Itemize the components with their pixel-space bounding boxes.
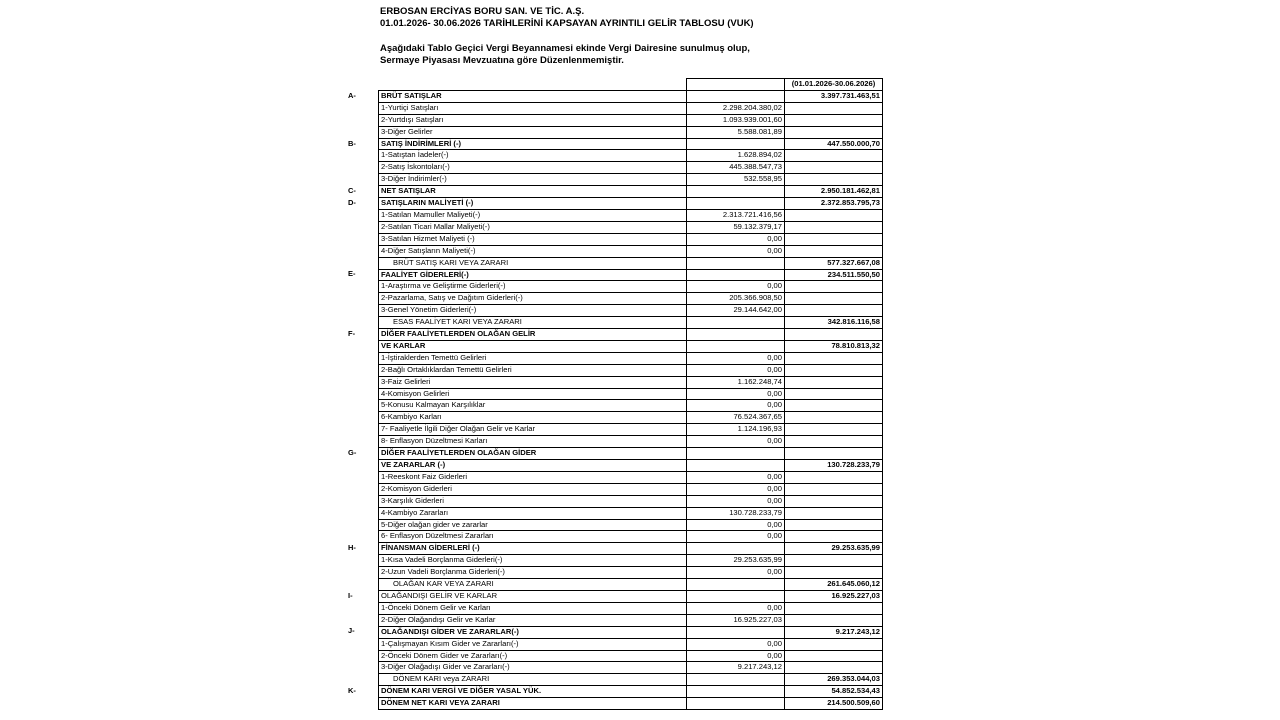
row-sub-amount [687, 543, 785, 555]
table-row [379, 698, 883, 710]
row-total-amount: 29.253.635,99 [785, 543, 883, 555]
row-sub-amount [687, 698, 785, 710]
row-total-amount [785, 352, 883, 364]
row-label: OLAĞANDIŞI GELİR VE KARLAR [379, 590, 687, 602]
row-total-amount [785, 531, 883, 543]
row-label: BRÜT SATIŞLAR [379, 90, 687, 102]
table-row [379, 150, 883, 162]
row-sub-amount: 29.253.635,99 [687, 555, 785, 567]
table-row [379, 674, 883, 686]
row-label: 1-Reeskont Faiz Giderleri [379, 471, 687, 483]
section-letter: C- [348, 186, 356, 196]
row-total-amount [785, 638, 883, 650]
row-total-amount [785, 364, 883, 376]
row-total-amount: 130.728.233,79 [785, 460, 883, 472]
row-label: 2-Bağlı Ortaklıklardan Temettü Gelirleri [379, 364, 687, 376]
row-total-amount [785, 519, 883, 531]
table-row [379, 102, 883, 114]
row-total-amount [785, 650, 883, 662]
table-row [379, 614, 883, 626]
table-row [379, 317, 883, 329]
row-label: 3-Karşılık Giderleri [379, 495, 687, 507]
row-sub-amount: 1.162.248,74 [687, 376, 785, 388]
row-label: 1-Araştırma ve Geliştirme Giderleri(-) [379, 281, 687, 293]
row-sub-amount: 1.093.939.001,60 [687, 114, 785, 126]
row-sub-amount: 0,00 [687, 495, 785, 507]
row-label: 2-Satılan Ticari Mallar Maliyeti(-) [379, 221, 687, 233]
row-total-amount [785, 329, 883, 341]
row-sub-amount: 1.124.196,93 [687, 424, 785, 436]
row-label: 2-Yurtdışı Satışları [379, 114, 687, 126]
table-row [379, 233, 883, 245]
row-total-amount [785, 400, 883, 412]
row-label: 1-İştiraklerden Temettü Gelirleri [379, 352, 687, 364]
row-total-amount [785, 150, 883, 162]
row-sub-amount: 130.728.233,79 [687, 507, 785, 519]
row-sub-amount [687, 590, 785, 602]
table-row [379, 579, 883, 591]
row-total-amount [785, 412, 883, 424]
row-total-amount [785, 305, 883, 317]
row-label: 6- Enflasyon Düzeltmesi Zararları [379, 531, 687, 543]
row-label: 1-Çalışmayan Kısım Gider ve Zararları(-) [379, 638, 687, 650]
row-sub-amount [687, 340, 785, 352]
row-label: 1-Önceki Dönem Gelir ve Karları [379, 602, 687, 614]
table-row [379, 269, 883, 281]
table-row [379, 543, 883, 555]
table-row [379, 483, 883, 495]
row-sub-amount [687, 626, 785, 638]
row-total-amount: 269.353.044,03 [785, 674, 883, 686]
row-label: 3-Diğer Olağadışı Gider ve Zararları(-) [379, 662, 687, 674]
row-label: DÖNEM KARI veya ZARARI [379, 674, 687, 686]
row-label: 1-Kısa Vadeli Borçlanma Giderleri(-) [379, 555, 687, 567]
row-sub-amount: 0,00 [687, 483, 785, 495]
table-row [379, 209, 883, 221]
row-label: BRÜT SATIŞ KARI VEYA ZARARI [379, 257, 687, 269]
row-total-amount: 447.550.000,70 [785, 138, 883, 150]
table-row [379, 519, 883, 531]
row-total-amount [785, 567, 883, 579]
table-row [379, 293, 883, 305]
table-row [379, 388, 883, 400]
row-sub-amount [687, 329, 785, 341]
row-label: 6-Kambiyo Karları [379, 412, 687, 424]
row-total-amount [785, 555, 883, 567]
row-label: DİĞER FAALİYETLERDEN OLAĞAN GİDER [379, 448, 687, 460]
table-row [379, 602, 883, 614]
row-label: 4-Kambiyo Zararları [379, 507, 687, 519]
table-row [379, 400, 883, 412]
row-sub-amount: 16.925.227,03 [687, 614, 785, 626]
row-total-amount: 234.511.550,50 [785, 269, 883, 281]
row-label: 3-Satılan Hizmet Maliyeti (-) [379, 233, 687, 245]
table-row [379, 686, 883, 698]
row-sub-amount [687, 138, 785, 150]
header-blank-cell [687, 79, 785, 91]
row-sub-amount: 0,00 [687, 436, 785, 448]
section-letter: D- [348, 198, 356, 207]
row-total-amount [785, 209, 883, 221]
row-total-amount: 577.327.667,08 [785, 257, 883, 269]
row-sub-amount: 1.628.894,02 [687, 150, 785, 162]
table-row [379, 507, 883, 519]
row-label: 1-Satılan Mamuller Maliyeti(-) [379, 209, 687, 221]
row-sub-amount: 0,00 [687, 567, 785, 579]
row-label: 7- Faaliyetle İlgili Diğer Olağan Gelir ve Karlar [379, 424, 687, 436]
row-sub-amount: 76.524.367,65 [687, 412, 785, 424]
table-row [379, 329, 883, 341]
table-row [379, 412, 883, 424]
section-letter: H- [348, 543, 356, 553]
table-row [379, 138, 883, 150]
table-row [379, 662, 883, 674]
row-label: 2-Diğer Olağandışı Gelir ve Karlar [379, 614, 687, 626]
row-sub-amount [687, 674, 785, 686]
row-sub-amount [687, 460, 785, 472]
row-total-amount [785, 471, 883, 483]
table-row [379, 555, 883, 567]
row-label: 3-Diğer İndirimler(-) [379, 174, 687, 186]
row-sub-amount [687, 269, 785, 281]
row-total-amount: 2.372.853.795,73 [785, 198, 883, 210]
row-label: OLAĞANDIŞI GİDER VE ZARARLAR(-) [379, 626, 687, 638]
row-label: OLAĞAN KAR VEYA ZARARI [379, 579, 687, 591]
row-sub-amount [687, 186, 785, 198]
row-total-amount: 342.816.116,58 [785, 317, 883, 329]
report-title: 01.01.2026- 30.06.2026 TARİHLERİNİ KAPSAYAN AYRINTILI GELİR TABLOSU (VUK) [380, 18, 754, 29]
row-sub-amount: 9.217.243,12 [687, 662, 785, 674]
row-total-amount [785, 233, 883, 245]
row-sub-amount [687, 579, 785, 591]
section-letter: K- [348, 685, 356, 695]
table-row [379, 424, 883, 436]
section-letter: B- [348, 138, 356, 148]
row-sub-amount: 0,00 [687, 388, 785, 400]
row-sub-amount: 29.144.642,00 [687, 305, 785, 317]
row-sub-amount: 0,00 [687, 245, 785, 257]
row-sub-amount [687, 198, 785, 210]
row-label: 8- Enflasyon Düzeltmesi Karları [379, 436, 687, 448]
note-line-1: Aşağıdaki Tablo Geçici Vergi Beyannamesi ekinde Vergi Dairesine sunulmuş olup, [380, 43, 750, 54]
table-row [379, 448, 883, 460]
row-sub-amount: 2.298.204.380,02 [687, 102, 785, 114]
row-label: 3-Diğer Gelirler [379, 126, 687, 138]
row-label: NET SATIŞLAR [379, 186, 687, 198]
table-row [379, 126, 883, 138]
table-row [379, 281, 883, 293]
table-row [379, 174, 883, 186]
row-label: 2-Pazarlama, Satış ve Dağıtım Giderleri(-) [379, 293, 687, 305]
row-total-amount: 2.950.181.462,81 [785, 186, 883, 198]
table-row [379, 257, 883, 269]
row-sub-amount: 0,00 [687, 650, 785, 662]
row-total-amount: 214.500.509,60 [785, 698, 883, 710]
table-row [379, 567, 883, 579]
table-row [379, 305, 883, 317]
row-label: 2-Önceki Dönem Gider ve Zararları(-) [379, 650, 687, 662]
row-total-amount: 78.810.813,32 [785, 340, 883, 352]
row-label: SATIŞLARIN MALİYETİ (-) [379, 198, 687, 210]
row-total-amount [785, 376, 883, 388]
row-label: VE ZARARLAR (-) [379, 460, 687, 472]
row-total-amount [785, 495, 883, 507]
row-total-amount: 3.397.731.463,51 [785, 90, 883, 102]
table-row [379, 162, 883, 174]
row-total-amount [785, 448, 883, 460]
table-row [379, 638, 883, 650]
table-row [379, 245, 883, 257]
row-label: FAALİYET GİDERLERİ(-) [379, 269, 687, 281]
row-total-amount [785, 126, 883, 138]
row-sub-amount: 5.588.081,89 [687, 126, 785, 138]
row-sub-amount [687, 90, 785, 102]
row-label: DÖNEM NET KARI VEYA ZARARI [379, 698, 687, 710]
row-sub-amount: 0,00 [687, 400, 785, 412]
row-sub-amount: 0,00 [687, 602, 785, 614]
company-name: ERBOSAN ERCİYAS BORU SAN. VE TİC. A.Ş. [380, 6, 585, 17]
table-row [379, 650, 883, 662]
table-row [379, 626, 883, 638]
row-total-amount [785, 281, 883, 293]
row-sub-amount: 0,00 [687, 281, 785, 293]
row-total-amount [785, 614, 883, 626]
row-sub-amount [687, 257, 785, 269]
table-row [379, 221, 883, 233]
row-sub-amount: 2.313.721.416,56 [687, 209, 785, 221]
row-sub-amount: 205.366.908,50 [687, 293, 785, 305]
row-label: 2-Komisyon Giderleri [379, 483, 687, 495]
row-total-amount [785, 483, 883, 495]
table-row [379, 460, 883, 472]
table-row [379, 90, 883, 102]
row-total-amount: 54.852.534,43 [785, 686, 883, 698]
table-row [379, 495, 883, 507]
row-label: FİNANSMAN GİDERLERİ (-) [379, 543, 687, 555]
row-label: ESAS FAALİYET KARI VEYA ZARARI [379, 317, 687, 329]
table-row [379, 376, 883, 388]
row-sub-amount [687, 317, 785, 329]
row-label: 3-Faiz Gelirleri [379, 376, 687, 388]
row-total-amount [785, 424, 883, 436]
row-label: DİĞER FAALİYETLERDEN OLAĞAN GELİR [379, 329, 687, 341]
section-letter: J- [348, 626, 355, 636]
table-row [379, 436, 883, 448]
row-total-amount: 9.217.243,12 [785, 626, 883, 638]
row-sub-amount: 0,00 [687, 364, 785, 376]
row-sub-amount: 0,00 [687, 531, 785, 543]
row-total-amount [785, 162, 883, 174]
row-total-amount [785, 388, 883, 400]
table-row [379, 198, 883, 210]
row-sub-amount [687, 686, 785, 698]
row-total-amount [785, 114, 883, 126]
table-header-row [379, 79, 883, 91]
section-letter: F- [348, 328, 356, 338]
row-label: 1-Yurtiçi Satışları [379, 102, 687, 114]
row-label: 2-Satış İskontoları(-) [379, 162, 687, 174]
row-label: 2-Uzun Vadeli Borçlanma Giderleri(-) [379, 567, 687, 579]
row-total-amount [785, 602, 883, 614]
row-label: 4-Diğer Satışların Maliyeti(-) [379, 245, 687, 257]
row-total-amount [785, 174, 883, 186]
row-label: 5-Diğer olağan gider ve zararlar [379, 519, 687, 531]
row-label: DÖNEM KARI VERGİ VE DİĞER YASAL YÜK. [379, 686, 687, 698]
row-total-amount [785, 662, 883, 674]
table-row [379, 531, 883, 543]
section-letter: E- [348, 269, 356, 279]
income-statement-table [378, 78, 883, 710]
table-row [379, 352, 883, 364]
row-sub-amount: 0,00 [687, 519, 785, 531]
table-row [379, 364, 883, 376]
row-total-amount [785, 293, 883, 305]
row-label: 5-Konusu Kalmayan Karşılıklar [379, 400, 687, 412]
row-sub-amount: 532.558,95 [687, 174, 785, 186]
row-total-amount [785, 436, 883, 448]
row-sub-amount: 0,00 [687, 233, 785, 245]
row-sub-amount: 59.132.379,17 [687, 221, 785, 233]
row-label: 1-Satıştan İadeler(-) [379, 150, 687, 162]
table-row [379, 340, 883, 352]
row-sub-amount: 0,00 [687, 471, 785, 483]
row-sub-amount: 0,00 [687, 352, 785, 364]
row-total-amount [785, 245, 883, 257]
row-total-amount [785, 221, 883, 233]
row-total-amount: 16.925.227,03 [785, 590, 883, 602]
row-sub-amount: 445.388.547,73 [687, 162, 785, 174]
row-total-amount [785, 102, 883, 114]
note-line-2: Sermaye Piyasası Mevzuatına göre Düzenlenmemiştir. [380, 55, 624, 66]
section-letter: I- [348, 590, 353, 600]
table-row [379, 590, 883, 602]
header-blank-cell [379, 79, 687, 91]
row-sub-amount: 0,00 [687, 638, 785, 650]
table-row [379, 186, 883, 198]
table-row [379, 471, 883, 483]
row-label: 3-Genel Yönetim Giderleri(-) [379, 305, 687, 317]
row-total-amount: 261.645.060,12 [785, 579, 883, 591]
table-row [379, 114, 883, 126]
row-sub-amount [687, 448, 785, 460]
period-header: (01.01.2026-30.06.2026) [785, 79, 883, 91]
section-letter: A- [348, 90, 356, 100]
section-letter: G- [348, 447, 357, 457]
row-label: 4-Komisyon Gelirleri [379, 388, 687, 400]
row-label: SATIŞ İNDİRİMLERİ (-) [379, 138, 687, 150]
row-label: VE KARLAR [379, 340, 687, 352]
row-total-amount [785, 507, 883, 519]
